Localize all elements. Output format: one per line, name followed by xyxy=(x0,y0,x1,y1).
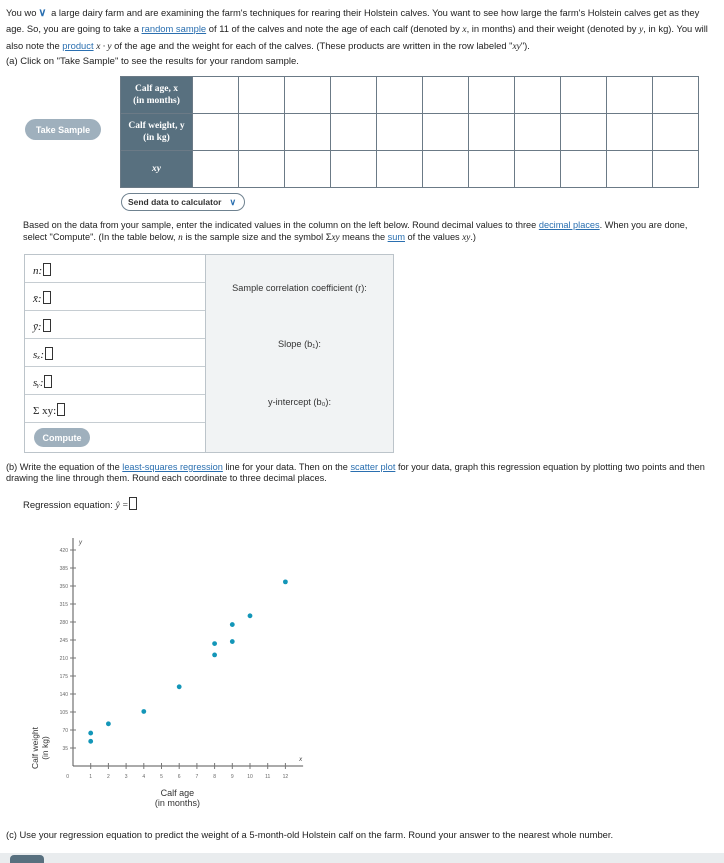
take-sample-button[interactable]: Take Sample xyxy=(25,119,101,140)
var-x: x xyxy=(462,25,467,35)
x-axis-label: Calf age xyxy=(160,788,195,798)
table-cell xyxy=(285,114,331,151)
table-cell xyxy=(423,77,469,114)
y-axis-letter: y xyxy=(79,540,82,546)
x-tick-label: 2 xyxy=(107,774,110,780)
table-cell xyxy=(469,114,515,151)
y-tick-label: 350 xyxy=(59,583,68,590)
intro-text: , in months) and their weight (denoted by xyxy=(466,23,637,34)
y-bar-input[interactable] xyxy=(43,319,51,332)
table-row xyxy=(121,77,699,114)
y-tick-label: 70 xyxy=(62,727,68,734)
x-tick-label: 9 xyxy=(230,774,234,780)
scatter-plot[interactable] xyxy=(0,530,724,820)
intercept-label: y-intercept (b₀): xyxy=(267,397,332,407)
table-cell xyxy=(239,77,285,114)
sum-xy-input[interactable] xyxy=(57,403,65,416)
regression-equation: Regression equation: ŷ = xyxy=(23,497,137,511)
send-to-calculator-dropdown[interactable] xyxy=(121,193,245,211)
table-cell xyxy=(561,114,607,151)
x-tick-label: 11 xyxy=(265,774,271,780)
toolbar-tab[interactable] xyxy=(10,855,44,863)
table-cell xyxy=(377,114,423,151)
table-cell xyxy=(515,114,561,151)
results-panel xyxy=(205,254,394,453)
x-bar-input[interactable] xyxy=(43,291,51,304)
y-tick-label: 105 xyxy=(59,709,68,716)
sy-input[interactable] xyxy=(44,375,52,388)
intro-paragraph xyxy=(6,5,718,55)
calf-weight-header: Calf weight, y (in kg) xyxy=(121,114,193,151)
table-cell xyxy=(285,151,331,188)
intro-text: of 11 of the calves and note the age of each calf (denoted by xyxy=(208,23,460,34)
table-cell xyxy=(469,77,515,114)
table-cell xyxy=(193,114,239,151)
y-axis-label: (in kg) xyxy=(40,736,50,760)
x-tick-label: 5 xyxy=(160,774,163,780)
correlation-label: Sample correlation coefficient (r): xyxy=(232,283,367,293)
chevron-down-icon[interactable]: ∨ xyxy=(38,7,47,19)
statistics-input-panel xyxy=(24,254,207,453)
y-tick-label: 140 xyxy=(59,691,68,698)
y-tick-label: 245 xyxy=(59,637,68,644)
data-point xyxy=(88,739,93,744)
y-tick-label: 175 xyxy=(59,673,68,680)
table-cell xyxy=(423,114,469,151)
x-axis-letter: x xyxy=(299,757,303,763)
table-cell xyxy=(193,77,239,114)
table-cell xyxy=(653,77,699,114)
table-cell xyxy=(285,77,331,114)
data-point xyxy=(177,684,182,689)
table-cell xyxy=(561,77,607,114)
scatter-plot-link[interactable]: scatter plot xyxy=(350,462,396,472)
regression-input[interactable] xyxy=(129,497,137,510)
var-xy-product: x · y xyxy=(96,42,112,52)
table-cell xyxy=(561,151,607,188)
intro-text: , in kg). You will also note the xyxy=(6,23,708,51)
y-bar-row: ȳ: xyxy=(25,311,206,339)
y-tick-label: 35 xyxy=(62,745,68,752)
table-cell xyxy=(653,151,699,188)
data-point xyxy=(212,653,217,658)
compute-button[interactable]: Compute xyxy=(34,428,90,447)
x-tick-label: 1 xyxy=(89,774,93,780)
sy-row: sᵧ: xyxy=(25,367,206,395)
random-sample-link[interactable]: random sample xyxy=(141,23,207,34)
table-cell xyxy=(607,151,653,188)
y-axis-label: Calf weight xyxy=(30,726,40,770)
part-b-instructions: (b) Write the equation of the least-squares regression line for your data. Then on the scatter plot for your data, graph this regression equation by plotting two points and then drawing the line through them. Round each coordinate to three decimal places. xyxy=(6,462,705,483)
x-tick-label: 7 xyxy=(195,774,199,780)
x-tick-label: 12 xyxy=(282,774,289,780)
y-hat-symbol: ŷ = xyxy=(115,501,129,511)
data-point xyxy=(141,709,146,714)
n-row: n: xyxy=(25,255,206,283)
data-point xyxy=(212,641,217,646)
y-tick-label: 385 xyxy=(59,565,68,572)
data-point xyxy=(248,613,253,618)
table-cell xyxy=(607,114,653,151)
y-tick-label: 210 xyxy=(59,655,68,662)
slope-label: Slope (b₁): xyxy=(278,339,321,349)
sx-input[interactable] xyxy=(45,347,53,360)
x-tick-label: 10 xyxy=(247,774,253,780)
y-tick-label: 280 xyxy=(59,619,68,626)
data-point xyxy=(230,639,235,644)
table-cell xyxy=(239,151,285,188)
table-cell xyxy=(331,114,377,151)
data-point xyxy=(88,731,93,736)
product-link[interactable]: product xyxy=(62,40,94,51)
origin-label: 0 xyxy=(66,774,69,780)
table-cell xyxy=(515,151,561,188)
intro-text: "). xyxy=(520,40,530,51)
table-cell xyxy=(193,151,239,188)
x-axis-label: (in months) xyxy=(154,798,200,808)
entry-instructions: Based on the data from your sample, enter the indicated values in the column on the left below. Round decimal values to three decimal places. When you are done, select "Compute". (In the table below, n is the sample size and the symbol Σxy means the sum of the values xy.) xyxy=(23,220,688,242)
table-cell xyxy=(377,77,423,114)
var-y: y xyxy=(639,25,644,35)
x-tick-label: 6 xyxy=(177,774,181,780)
data-point xyxy=(230,622,235,627)
least-squares-link[interactable]: least-squares regression xyxy=(122,462,223,472)
send-label: Send data to calculator xyxy=(127,197,222,207)
xy-header: xy xyxy=(121,151,193,188)
table-cell xyxy=(239,114,285,151)
intro-text: You wo xyxy=(6,7,37,18)
y-tick-label: 315 xyxy=(59,601,68,608)
part-c-instructions: (c) Use your regression equation to predict the weight of a 5-month-old Holstein calf on the farm. Round your answer to the nearest whole number. xyxy=(6,829,614,840)
table-cell xyxy=(469,151,515,188)
sample-table xyxy=(120,76,699,188)
table-cell xyxy=(331,151,377,188)
sx-row: sₓ: xyxy=(25,339,206,367)
part-a-instructions: (a) Click on "Take Sample" to see the results for your random sample. xyxy=(6,56,299,67)
sum-link[interactable]: sum xyxy=(387,232,405,242)
intro-text: of the age and the weight for each of the calves. (These products are written in the row labeled " xyxy=(114,40,513,51)
table-cell xyxy=(377,151,423,188)
x-bar-row: x̄: xyxy=(25,283,206,311)
sum-xy-row: Σ xy: xyxy=(25,395,206,423)
table-cell xyxy=(423,151,469,188)
data-point xyxy=(106,721,111,726)
var-xy: xy xyxy=(512,42,521,52)
x-tick-label: 3 xyxy=(124,774,128,780)
n-input[interactable] xyxy=(43,263,51,276)
intro-text: a large dairy farm and are examining the farm's techniques for rearing their Holstein calves. You want to see how large the farm's Holstein calves get as they age. So, you are going to take a xyxy=(6,7,700,34)
table-row xyxy=(121,151,699,188)
table-cell xyxy=(515,77,561,114)
calf-age-header: Calf age, x (in months) xyxy=(121,77,193,114)
x-tick-label: 4 xyxy=(142,774,146,780)
bottom-toolbar xyxy=(0,853,724,863)
table-cell xyxy=(331,77,377,114)
table-row xyxy=(121,114,699,151)
y-tick-label: 420 xyxy=(59,547,68,554)
data-point xyxy=(283,579,288,584)
x-tick-label: 8 xyxy=(213,774,216,780)
chevron-down-icon: ∨ xyxy=(229,196,237,207)
decimal-places-link[interactable]: decimal places xyxy=(538,220,600,230)
table-cell xyxy=(607,77,653,114)
table-cell xyxy=(653,114,699,151)
